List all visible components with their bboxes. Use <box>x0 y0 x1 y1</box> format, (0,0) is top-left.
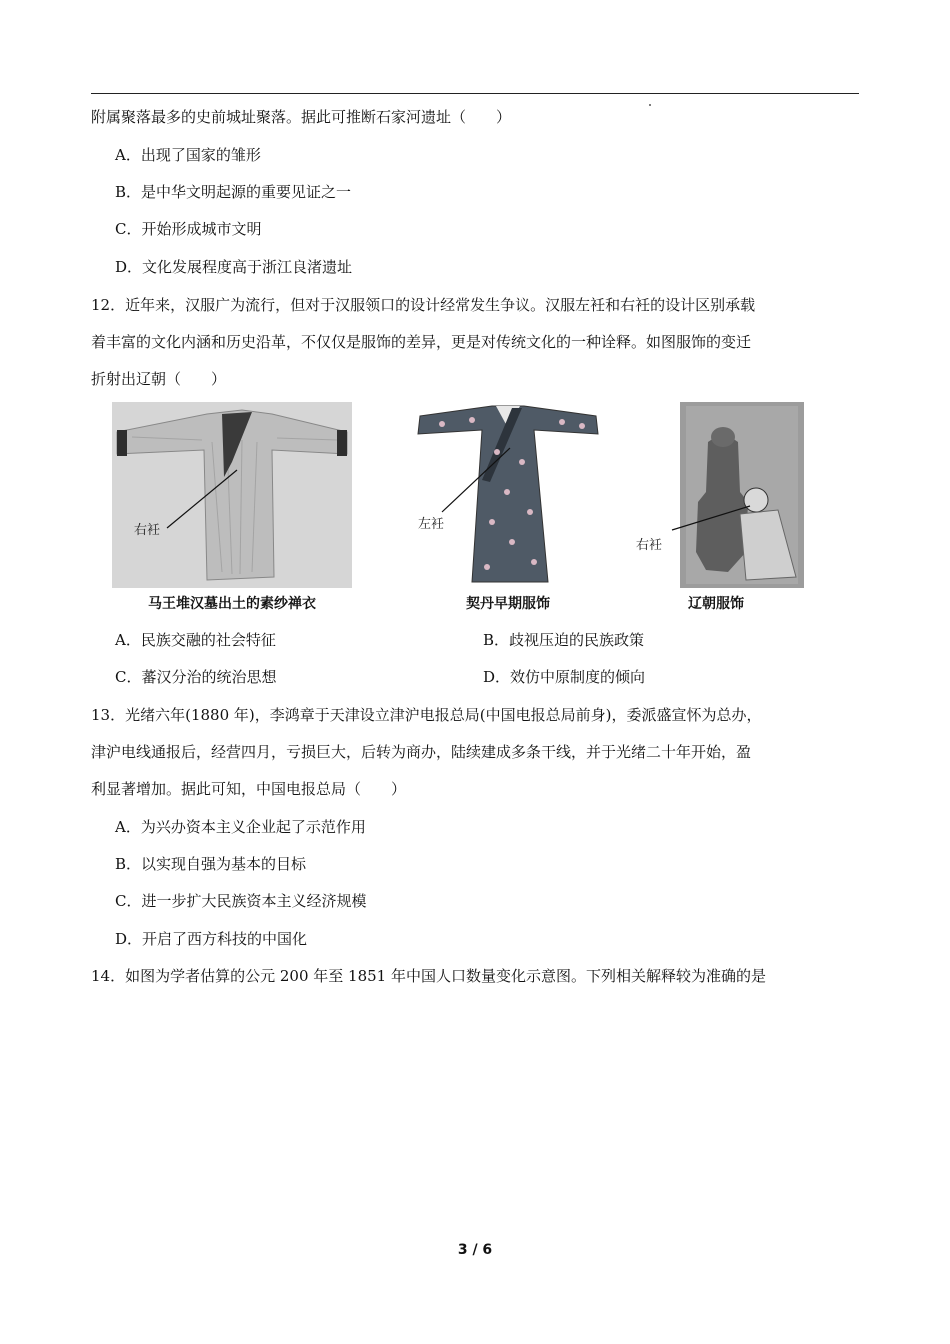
q12-option-c: C．蕃汉分治的统治思想 <box>115 668 277 686</box>
q12-option-b: B．歧视压迫的民族政策 <box>483 631 645 649</box>
q13-option-c: C．进一步扩大民族资本主义经济规模 <box>115 892 367 910</box>
q12-stem-line-3: 折射出辽朝（ ） <box>91 370 227 388</box>
header-rule <box>91 93 859 94</box>
q13-option-d: D．开启了西方科技的中国化 <box>115 930 308 948</box>
page-number: 3 / 6 <box>457 1242 493 1258</box>
figure-2-label: 左衽 <box>418 517 445 532</box>
q13-stem-line-3: 利显著增加。据此可知，中国电报总局（ ） <box>91 780 407 798</box>
q12-stem-line-2: 着丰富的文化内涵和历史沿革，不仅仅是服饰的差异，更是对传统文化的一种诠释。如图服饰的变迁 <box>91 333 752 351</box>
q11-option-b: B．是中华文明起源的重要见证之一 <box>115 183 352 201</box>
figure-2-caption: 契丹早期服饰 <box>466 596 550 612</box>
q11-option-c: C．开始形成城市文明 <box>115 220 262 238</box>
figure-1-caption: 马王堆汉墓出土的素纱禅衣 <box>148 596 316 612</box>
q14-stem: 14．如图为学者估算的公元 200 年至 1851 年中国人口数量变化示意图。下列相关解释较为准确的是 <box>91 967 766 985</box>
q13-stem-line-1: 13．光绪六年(1880 年)，李鸿章于天津设立津沪电报总局(中国电报总局前身)，委派盛宣怀为总办， <box>91 706 762 724</box>
q13-stem-line-2: 津沪电线通报后，经营四月，亏损巨大，后转为商办，陆续建成多条干线，并于光绪二十年开始，盈 <box>91 743 752 761</box>
q13-option-a: A．为兴办资本主义企业起了示范作用 <box>115 818 366 836</box>
figure-3-label: 右衽 <box>636 538 663 553</box>
figure-mawangdui-robe <box>112 402 352 588</box>
q12-option-d: D．效仿中原制度的倾向 <box>483 668 646 686</box>
figure-liao-costume <box>628 402 804 588</box>
q13-option-b: B．以实现自强为基本的目标 <box>115 855 307 873</box>
q11-option-d: D．文化发展程度高于浙江良渚遗址 <box>115 258 353 276</box>
figure-khitan-costume <box>412 402 604 588</box>
figure-1-label: 右衽 <box>134 523 161 538</box>
q12-option-a: A．民族交融的社会特征 <box>115 631 276 649</box>
header-dot <box>649 104 651 106</box>
q12-stem-line-1: 12．近年来，汉服广为流行，但对于汉服领口的设计经常发生争议。汉服左衽和右衽的设计区别承载 <box>91 296 756 314</box>
q11-option-a: A．出现了国家的雏形 <box>115 146 261 164</box>
q11-stem: 附属聚落最多的史前城址聚落。据此可推断石家河遗址（ ） <box>91 108 512 126</box>
figure-3-caption: 辽朝服饰 <box>688 596 744 612</box>
